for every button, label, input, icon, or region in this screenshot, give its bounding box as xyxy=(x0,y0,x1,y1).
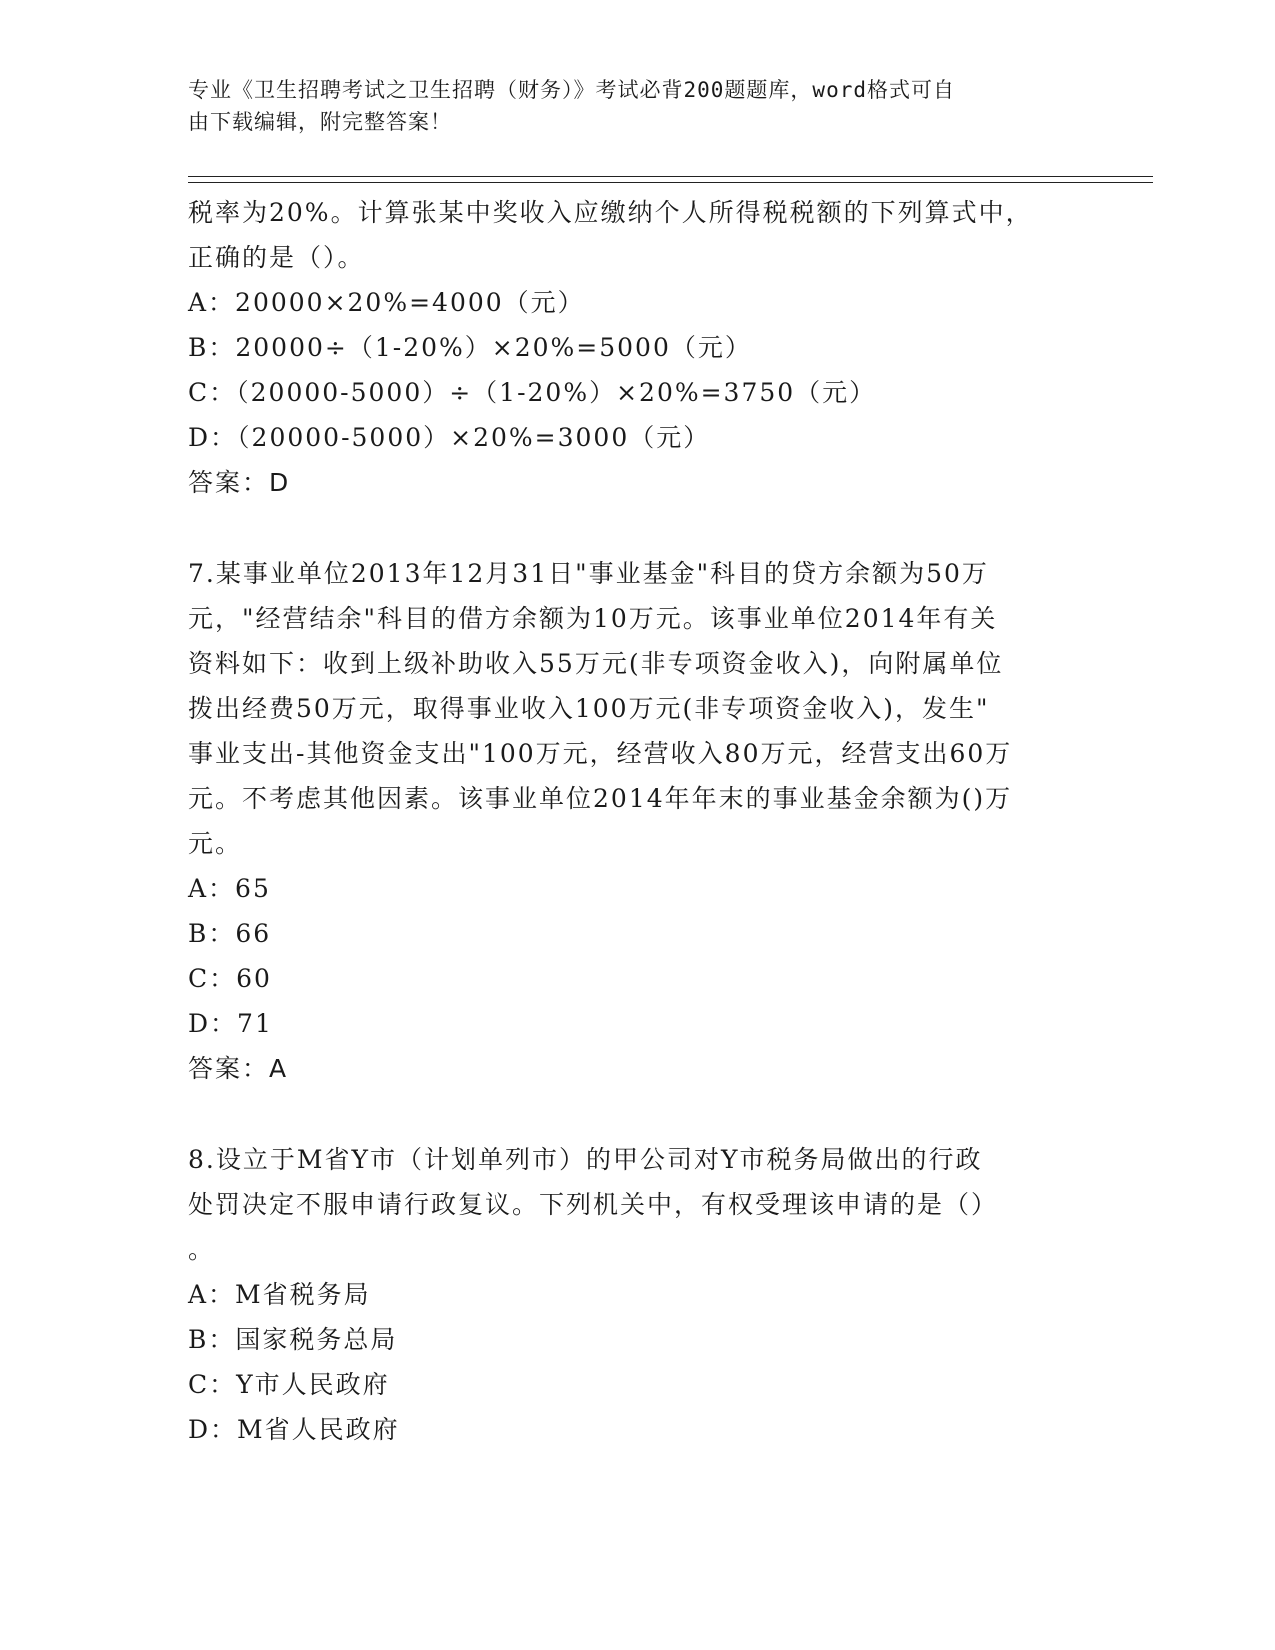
option-c: C：（20000-5000）÷（1-20%）×20%=3750（元） xyxy=(188,378,877,407)
option-a: A：65 xyxy=(188,874,271,903)
question-stem-line: 8.设立于M省Y市（计划单列市）的甲公司对Y市税务局做出的行政 xyxy=(188,1145,983,1174)
question-stem-line: 事业支出-其他资金支出"100万元，经营收入80万元，经营支出60万 xyxy=(188,739,1013,768)
option-b: B：66 xyxy=(188,919,272,948)
header-line-2: 由下载编辑，附完整答案！ xyxy=(188,110,452,134)
spacer xyxy=(188,505,1088,551)
header-rule-top xyxy=(188,176,1153,177)
question-7 xyxy=(188,551,1088,1091)
question-stem-line: 元。不考虑其他因素。该事业单位2014年年末的事业基金余额为()万 xyxy=(188,784,1013,813)
question-stem-line: 正确的是（）。 xyxy=(188,243,365,272)
option-c: C：Y市人民政府 xyxy=(188,1370,390,1399)
question-6 xyxy=(188,190,1088,505)
question-stem-line: 资料如下：收到上级补助收入55万元(非专项资金收入)，向附属单位 xyxy=(188,649,1004,678)
question-stem-line: 元，"经营结余"科目的借方余额为10万元。该事业单位2014年有关 xyxy=(188,604,998,633)
option-b: B：国家税务总局 xyxy=(188,1325,398,1354)
option-a: A：M省税务局 xyxy=(188,1280,371,1309)
answer: 答案：D xyxy=(188,468,291,497)
question-stem-line: 处罚决定不服申请行政复议。下列机关中，有权受理该申请的是（） xyxy=(188,1190,999,1219)
document-header xyxy=(188,74,1068,138)
option-b: B：20000÷（1-20%）×20%=5000（元） xyxy=(188,333,752,362)
question-stem-line: 7.某事业单位2013年12月31日"事业基金"科目的贷方余额为50万 xyxy=(188,559,989,588)
question-8 xyxy=(188,1137,1088,1452)
question-stem-line: 拨出经费50万元，取得事业收入100万元(非专项资金收入)，发生" xyxy=(188,694,990,723)
spacer xyxy=(188,1091,1088,1137)
option-d: D：M省人民政府 xyxy=(188,1415,400,1444)
option-a: A：20000×20%=4000（元） xyxy=(188,288,585,317)
header-line-1: 专业《卫生招聘考试之卫生招聘（财务）》考试必背200题题库，word格式可自 xyxy=(188,78,955,102)
question-content xyxy=(188,190,1088,1452)
option-d: D：（20000-5000）×20%=3000（元） xyxy=(188,423,711,452)
question-stem-line: 。 xyxy=(188,1235,216,1264)
question-stem-line: 税率为20%。计算张某中奖收入应缴纳个人所得税税额的下列算式中， xyxy=(188,198,1033,227)
question-stem-line: 元。 xyxy=(188,829,243,858)
option-c: C：60 xyxy=(188,964,272,993)
answer: 答案：A xyxy=(188,1054,289,1083)
header-rule-bottom xyxy=(188,182,1153,183)
option-d: D：71 xyxy=(188,1009,273,1038)
